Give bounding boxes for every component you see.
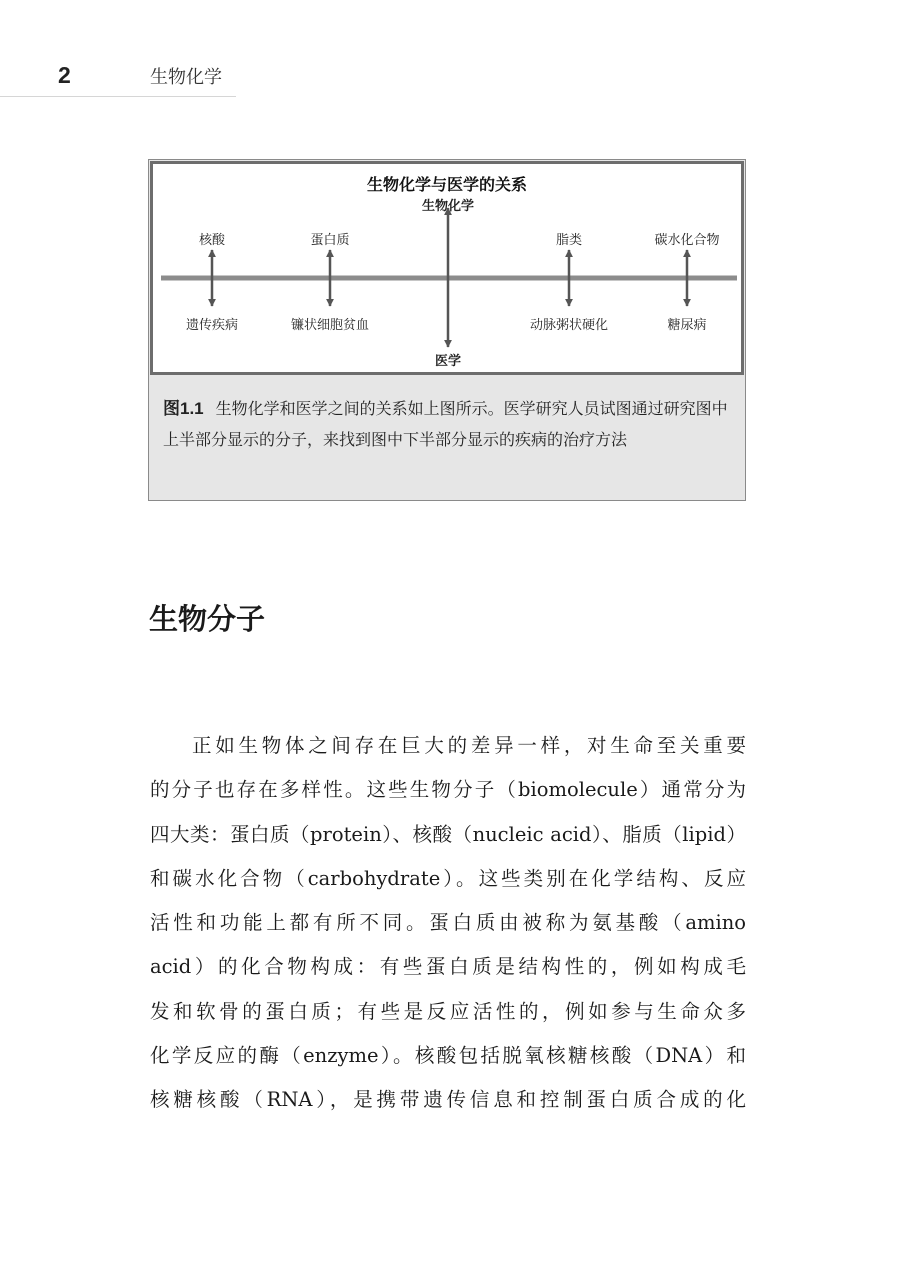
text-line: 核糖核酸（RNA），是携带遗传信息和控制蛋白质合成的化 [150,1088,746,1112]
molecule-label: 碳水化合物 [654,233,720,248]
text-line: 和碳水化合物（carbohydrate）。这些类别在化学结构、反应 [150,866,746,890]
text-line: 四大类：蛋白质（protein）、核酸（nucleic acid）、脂质（lipid） [150,822,746,846]
text-line: acid）的化合物构成：有些蛋白质是结构性的，例如构成毛 [150,955,746,979]
top-axis-label: 生物化学 [421,199,474,214]
section-heading: 生物分子 [149,602,266,636]
page-header [0,0,900,100]
molecule-label: 脂类 [555,233,582,248]
body-paragraph [150,724,746,1123]
figure-caption [163,393,733,455]
bottom-axis-label: 医学 [434,354,461,369]
text-line: 的分子也存在多样性。这些生物分子（biomolecule）通常分为 [150,778,746,802]
running-head: 生物化学 [150,67,222,88]
caption-text: 生物化学和医学之间的关系如上图所示。医学研究人员试图通过研究图中上半部分显示的分子，来找到图中下半部分显示的疾病的治疗方法 [163,399,728,449]
diagram-title: 生物化学与医学的关系 [366,175,527,194]
text-line: 化学反应的酶（enzyme）。核酸包括脱氧核糖核酸（DNA）和 [150,1044,746,1068]
text-line: 正如生物体之间存在巨大的差异一样，对生命至关重要 [192,734,746,757]
molecule-label: 核酸 [198,233,225,248]
page-number: 2 [58,62,71,88]
disease-label: 糖尿病 [667,318,707,333]
disease-label: 遗传疾病 [185,318,238,333]
caption-number: 图1.1 [163,399,204,418]
text-line: 活性和功能上都有所不同。蛋白质由被称为氨基酸（amino [150,911,746,935]
disease-label: 镰状细胞贫血 [290,318,369,333]
figure-1-1 [148,159,746,501]
molecule-label: 蛋白质 [310,233,350,248]
disease-label: 动脉粥状硬化 [529,318,608,333]
text-line: 发和软骨的蛋白质；有些是反应活性的，例如参与生命众多 [150,999,746,1023]
header-rule [0,96,236,97]
diagram [150,161,744,375]
